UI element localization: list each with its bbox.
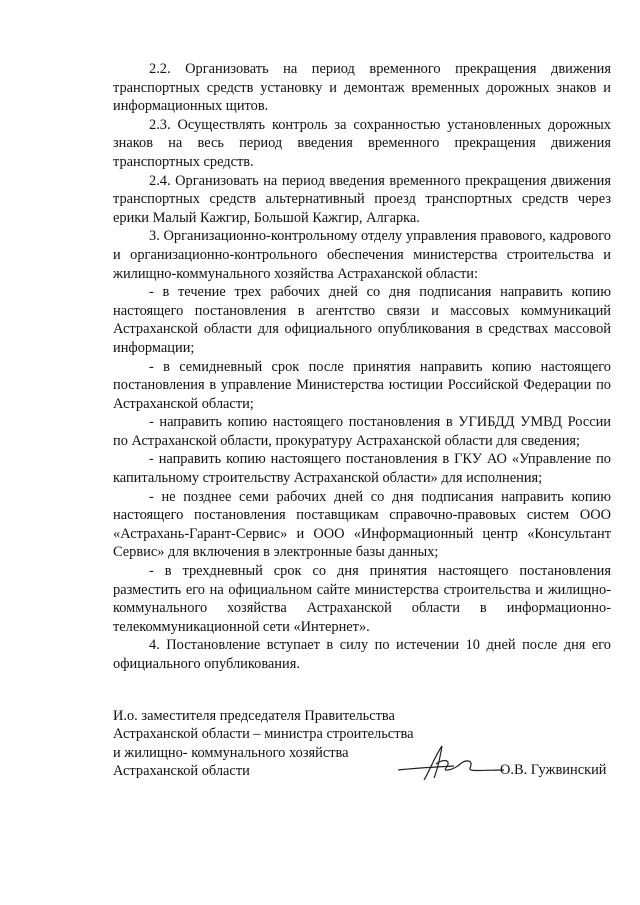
list-item: - в трехдневный срок со дня принятия настоящего постановления разместить его на официальном сайте министерства строительства и жилищно-коммунального хозяйства Астраханской области в информационно-телекоммуникационной сети «Интернет». [113, 563, 611, 635]
paragraph-2-3: 2.3. Осуществлять контроль за сохранностью установленных дорожных знаков на весь период введения временного прекращения движения транспортных средств. [113, 116, 611, 170]
list-item: - направить копию настоящего постановления в ГКУ АО «Управление по капитальному строительству Астраханской области» для исполнения; [113, 451, 611, 487]
signature-title-line: и жилищно- коммунального хозяйства [113, 744, 349, 761]
list-item: - направить копию настоящего постановления в УГИБДД УМВД России по Астраханской области, прокуратуру Астраханской области для сведения; [113, 414, 611, 449]
paragraph-4: 4. Постановление вступает в силу по истечении 10 дней после дня его официального опубликования. [113, 637, 611, 672]
signer-name: О.В. Гужвинский [500, 762, 607, 778]
paragraph-2-2: 2.2. Организовать на период временного прекращения движения транспортных средств установку и демонтаж временных дорожных знаков и информационных щитов. [113, 61, 611, 115]
signature-title-block [113, 707, 443, 781]
signature-title-line: Астраханской области [113, 763, 250, 780]
signature-title-line: Астраханской области – министра строительства [113, 726, 414, 743]
document-body [113, 60, 611, 674]
list-item: - не позднее семи рабочих дней со дня подписания направить копию настоящего постановления поставщикам справочно-правовых систем ООО «Астрахань-Гарант-Сервис» и ООО «Информационный центр «Консультант Сервис» для включения в электронные базы данных; [113, 488, 611, 561]
handwritten-signature [396, 740, 506, 788]
signature-title-line: И.о. заместителя председателя Правительства [113, 708, 395, 724]
list-item: - в семидневный срок после принятия направить копию настоящего постановления в управление Министерства юстиции Российской Федерации по Астраханской области; [113, 358, 611, 412]
paragraph-3: 3. Организационно-контрольному отделу управления правового, кадрового и организационно-контрольного обеспечения министерства строительства и жилищно-коммунального хозяйства Астраханской области: [113, 228, 611, 282]
list-item: - в течение трех рабочих дней со дня подписания направить копию настоящего постановления в агентство связи и массовых коммуникаций Астраханской области для официального опубликования в средствах массовой информации; [113, 284, 611, 356]
paragraph-2-4: 2.4. Организовать на период введения временного прекращения движения транспортных средств альтернативный проезд транспортных средств через ерики Малый Кажгир, Большой Кажгир, Алгарка. [113, 172, 611, 226]
